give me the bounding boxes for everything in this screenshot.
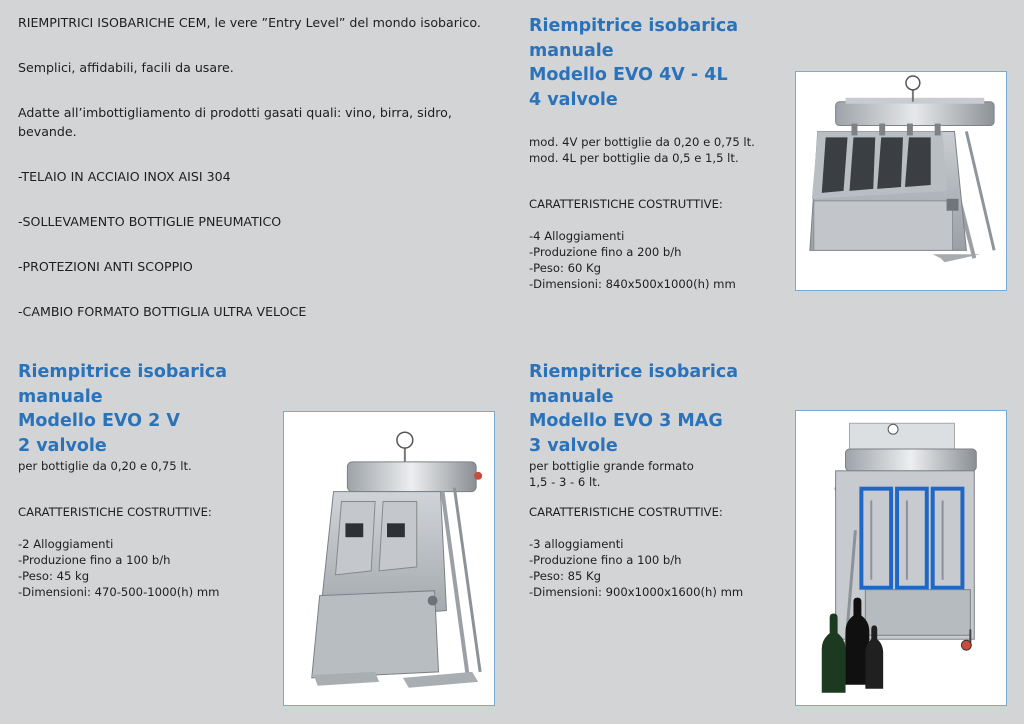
evo3-section [529,360,819,600]
model-name: Modello EVO 2 V [18,411,180,431]
spec-item: -2 Alloggiamenti [18,537,114,551]
spec-item: -Dimensioni: 900x1000x1600(h) mm [529,585,744,599]
model-description: mod. 4L per bottiglie da 0,5 e 1,5 lt. [529,151,739,165]
spec-item: -4 Alloggiamenti [529,229,625,243]
intro-usage-line: Adatte all’imbottigliamento di prodotti gasati quali: vino, birra, sidro, [18,105,452,120]
feature-item: -TELAIO IN ACCIAIO INOX AISI 304 [18,169,231,184]
spec-item: -Peso: 85 Kg [529,569,602,583]
spec-item: -3 alloggiamenti [529,537,624,551]
spec-item: -Produzione fino a 100 b/h [18,553,171,567]
model-description: mod. 4V per bottiglie da 0,20 e 0,75 lt. [529,135,755,149]
spec-item: -Dimensioni: 470-500-1000(h) mm [18,585,220,599]
feature-item: -PROTEZIONI ANTI SCOPPIO [18,259,193,274]
section-title: Riempitrice isobarica manuale [529,16,739,61]
model-name: Modello EVO 3 MAG [529,411,723,431]
spec-item: -Produzione fino a 100 b/h [529,553,682,567]
intro-section [18,13,508,321]
spec-heading: CARATTERISTICHE COSTRUTTIVE: [18,505,212,519]
feature-item: -CAMBIO FORMATO BOTTIGLIA ULTRA VELOCE [18,304,307,319]
evo4-section [529,14,799,292]
spec-item: -Produzione fino a 200 b/h [529,245,682,259]
intro-tagline: Semplici, affidabili, facili da usare. [18,60,234,75]
model-description: per bottiglie grande formato [529,459,694,473]
model-name: Modello EVO 4V - 4L [529,65,728,85]
spec-item: -Peso: 60 Kg [529,261,602,275]
section-title: Riempitrice isobarica manuale [529,362,739,407]
intro-usage-line: bevande. [18,124,77,139]
valve-count: 2 valvole [18,435,107,456]
evo2-section [18,360,308,600]
evo4-machine-photo [795,71,1007,291]
intro-headline: RIEMPITRICI ISOBARICHE CEM, le vere ”Entry Level” del mondo isobarico. [18,15,481,30]
spec-item: -Peso: 45 kg [18,569,90,583]
valve-count: 3 valvole [529,435,618,456]
valve-count: 4 valvole [529,89,618,110]
evo3-machine-photo [795,410,1007,706]
spec-heading: CARATTERISTICHE COSTRUTTIVE: [529,505,723,519]
spec-heading: CARATTERISTICHE COSTRUTTIVE: [529,197,723,211]
section-title: Riempitrice isobarica manuale [18,362,228,407]
evo2-machine-photo [283,411,495,706]
model-description: per bottiglie da 0,20 e 0,75 lt. [18,459,192,473]
model-description: 1,5 - 3 - 6 lt. [529,475,601,489]
spec-item: -Dimensioni: 840x500x1000(h) mm [529,277,736,291]
feature-item: -SOLLEVAMENTO BOTTIGLIE PNEUMATICO [18,214,282,229]
